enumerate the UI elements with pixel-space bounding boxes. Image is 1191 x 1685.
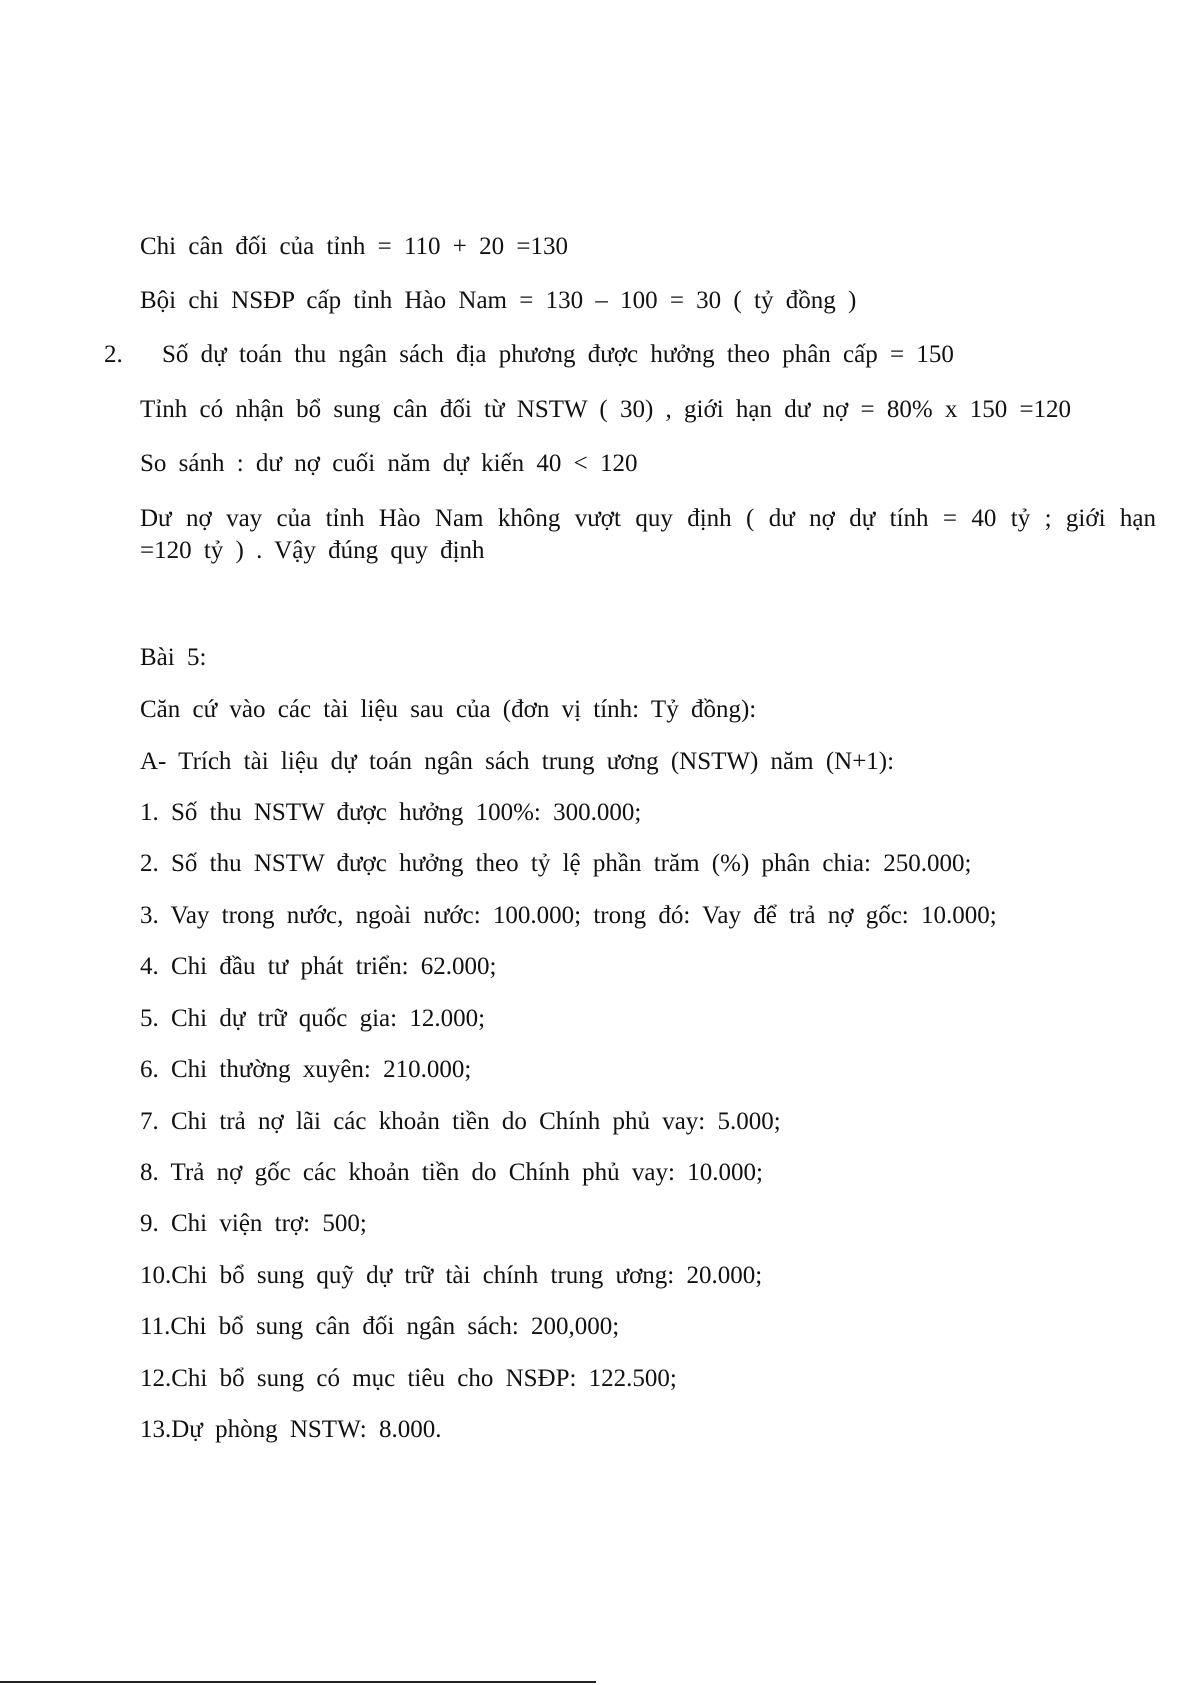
list-item: 2. Số thu NSTW được hưởng theo tỷ lệ phần trăm (%) phân chia: 250.000; <box>140 850 972 877</box>
list-item: 13.Dự phòng NSTW: 8.000. <box>140 1416 442 1443</box>
text-line: Bội chi NSĐP cấp tỉnh Hào Nam = 130 – 100 = 30 ( tỷ đồng ) <box>140 287 857 314</box>
page-bottom-rule <box>0 1681 596 1683</box>
text-line: So sánh : dư nợ cuối năm dự kiến 40 < 120 <box>140 450 638 477</box>
exercise-part-a: A- Trích tài liệu dự toán ngân sách trung ương (NSTW) năm (N+1): <box>140 748 895 775</box>
list-item: 9. Chi viện trợ: 500; <box>140 1210 367 1237</box>
list-item: 6. Chi thường xuyên: 210.000; <box>140 1056 472 1083</box>
text-paragraph: Dư nợ vay của tỉnh Hào Nam không vượt quy định ( dư nợ dự tính = 40 tỷ ; giới hạn =120 tỷ ) . Vậy đúng quy định <box>140 505 1156 564</box>
list-number: 2. <box>104 341 123 368</box>
exercise-intro: Căn cứ vào các tài liệu sau của (đơn vị tính: Tỷ đồng): <box>140 696 757 723</box>
exercise-heading: Bài 5: <box>140 644 207 671</box>
list-item: 4. Chi đầu tư phát triển: 62.000; <box>140 953 497 980</box>
list-item: 7. Chi trả nợ lãi các khoản tiền do Chính phủ vay: 5.000; <box>140 1108 781 1135</box>
list-item: 3. Vay trong nước, ngoài nước: 100.000; trong đó: Vay để trả nợ gốc: 10.000; <box>140 902 997 929</box>
list-item: 10.Chi bổ sung quỹ dự trữ tài chính trung ương: 20.000; <box>140 1262 763 1289</box>
text-line: Chi cân đối của tỉnh = 110 + 20 =130 <box>140 233 568 260</box>
list-item-title: Số dự toán thu ngân sách địa phương được hưởng theo phân cấp = 150 <box>162 341 954 368</box>
text-line: Tỉnh có nhận bổ sung cân đối từ NSTW ( 30) , giới hạn dư nợ = 80% x 150 =120 <box>140 396 1072 423</box>
list-item: 5. Chi dự trữ quốc gia: 12.000; <box>140 1005 486 1032</box>
list-item: 8. Trả nợ gốc các khoản tiền do Chính phủ vay: 10.000; <box>140 1159 763 1186</box>
list-item: 11.Chi bổ sung cân đối ngân sách: 200,000; <box>140 1313 620 1340</box>
list-item: 1. Số thu NSTW được hưởng 100%: 300.000; <box>140 799 642 826</box>
list-item: 12.Chi bổ sung có mục tiêu cho NSĐP: 122.500; <box>140 1365 677 1392</box>
